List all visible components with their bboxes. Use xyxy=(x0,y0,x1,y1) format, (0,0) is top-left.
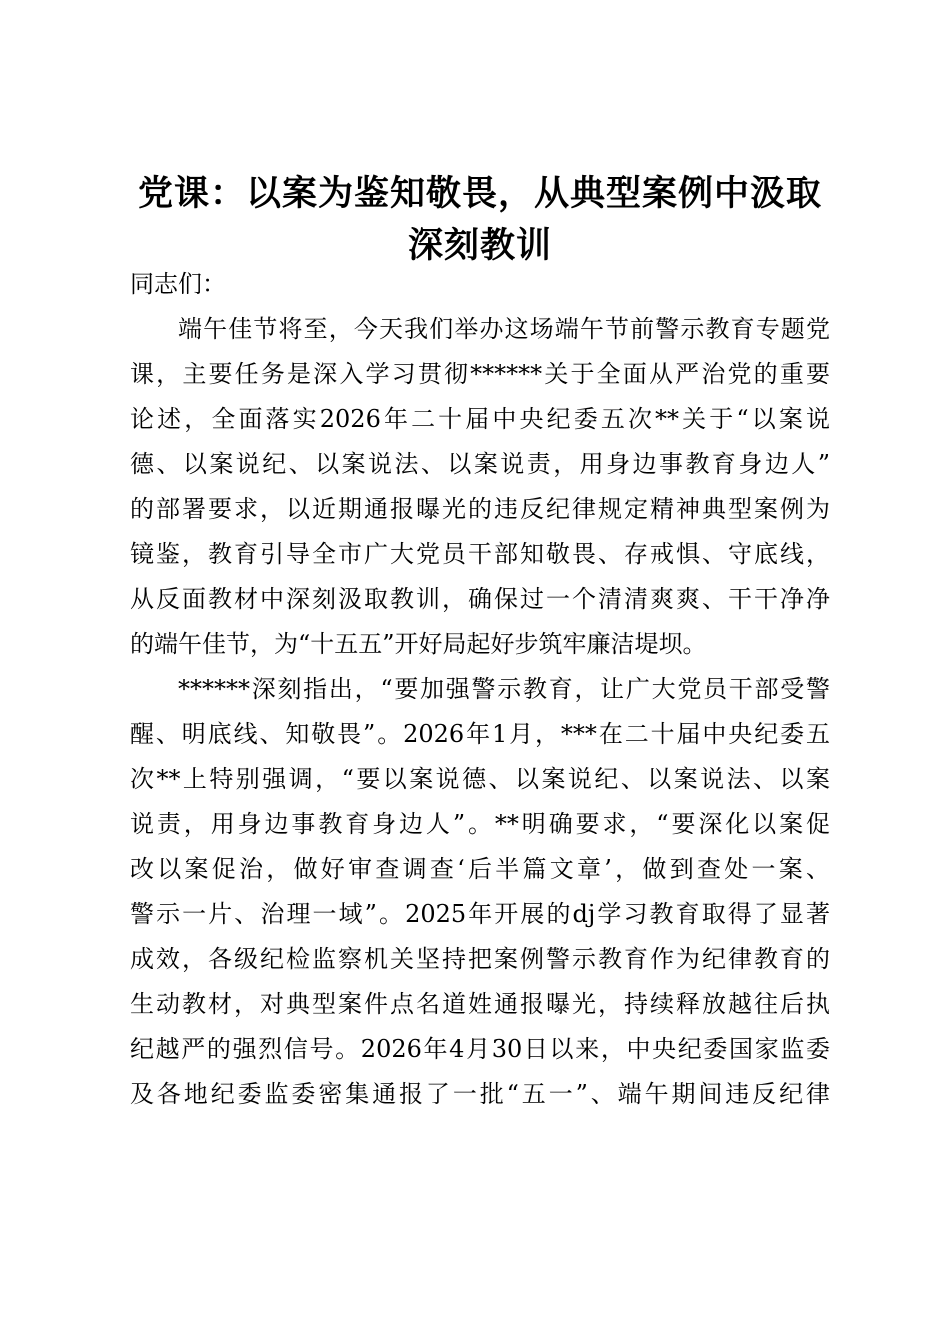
paragraph-quotes xyxy=(130,667,830,1117)
paragraph-line: 德、以案说纪、以案说法、以案说责，用身边事教育身边人” xyxy=(130,450,830,478)
paragraph-line: 课，主要任务是深入学习贯彻******关于全面从严治党的重要 xyxy=(130,360,830,388)
paragraph-line: 警示一片、治理一域”。2025年开展的dj学习教育取得了显著 xyxy=(130,900,830,928)
title-line-1: 党课：以案为鉴知敬畏，从典型案例中汲取 xyxy=(137,173,822,214)
greeting: 同志们： xyxy=(130,270,226,298)
paragraph-line: 改以案促治，做好审查调查‘后半篇文章’，做到查处一案、 xyxy=(130,855,830,883)
paragraph-line: 醒、明底线、知敬畏”。2026年1月，***在二十届中央纪委五 xyxy=(130,720,830,748)
paragraph-line: 从反面教材中深刻汲取教训，确保过一个清清爽爽、干干净净 xyxy=(130,585,830,613)
paragraph-line: ******深刻指出，“要加强警示教育，让广大党员干部受警 xyxy=(178,675,830,703)
document-body xyxy=(130,262,830,1117)
document-title xyxy=(130,168,830,272)
paragraph-line: 镜鉴，教育引导全市广大党员干部知敬畏、存戒惧、守底线， xyxy=(130,540,830,568)
paragraph-line: 的部署要求，以近期通报曝光的违反纪律规定精神典型案例为 xyxy=(130,495,830,523)
paragraph-line: 纪越严的强烈信号。2026年4月30日以来，中央纪委国家监委 xyxy=(130,1035,830,1063)
paragraph-line: 的端午佳节，为“十五五”开好局起好步筑牢廉洁堤坝。 xyxy=(130,630,707,658)
paragraph-line: 成效，各级纪检监察机关坚持把案例警示教育作为纪律教育的 xyxy=(130,945,830,973)
paragraph-line: 论述，全面落实2026年二十届中央纪委五次**关于“以案说 xyxy=(130,405,830,433)
paragraph-line: 端午佳节将至，今天我们举办这场端午节前警示教育专题党 xyxy=(178,315,830,343)
title-line-2: 深刻教训 xyxy=(407,225,552,266)
paragraph-line: 次**上特别强调，“要以案说德、以案说纪、以案说法、以案 xyxy=(130,765,830,793)
paragraph-line: 说责，用身边事教育身边人”。**明确要求，“要深化以案促 xyxy=(130,810,830,838)
paragraph-line: 及各地纪委监委密集通报了一批“五一”、端午期间违反纪律 xyxy=(130,1080,830,1108)
paragraph-line: 生动教材，对典型案件点名道姓通报曝光，持续释放越往后执 xyxy=(130,990,830,1018)
paragraph-intro xyxy=(130,307,830,667)
